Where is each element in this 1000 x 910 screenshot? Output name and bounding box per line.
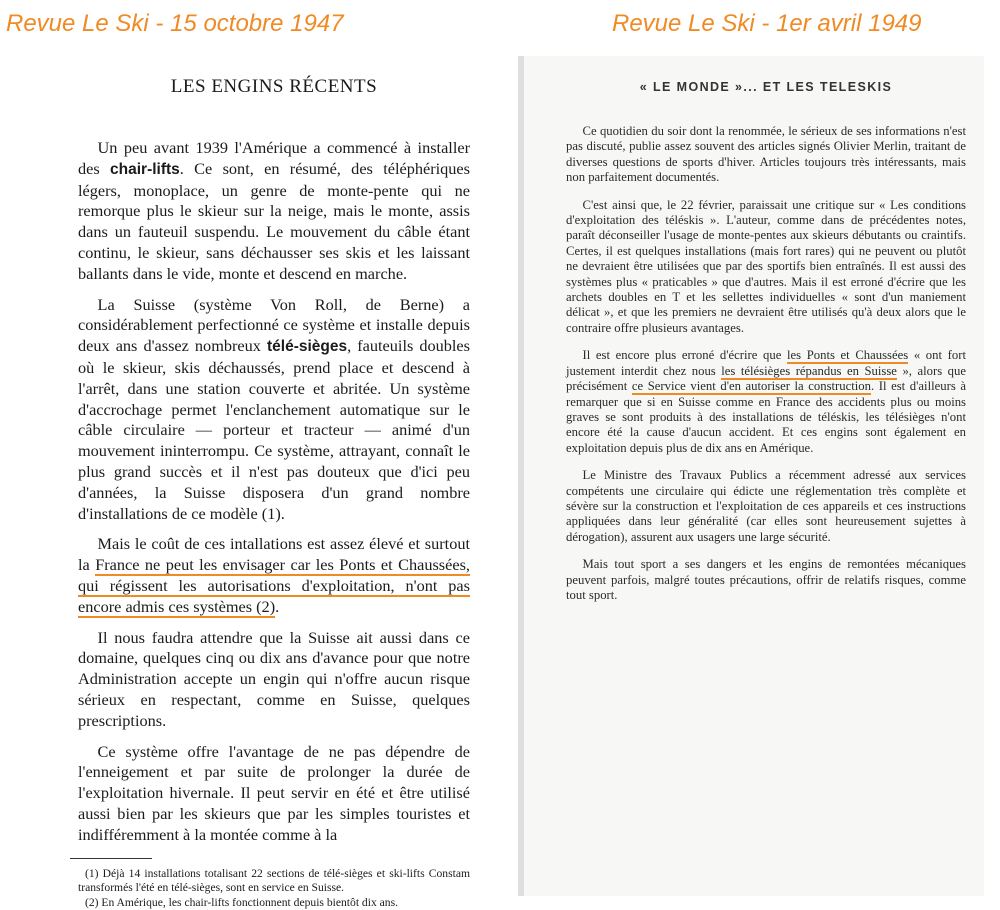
bold-term-tele-sieges: télé-sièges	[266, 338, 348, 356]
left-paragraph-3	[78, 534, 470, 617]
text: Il est encore plus erroné d'écrire que	[582, 348, 787, 363]
left-paragraph-4: Il nous faudra attendre que la Suisse ait aussi dans ce domaine, quelques cinq ou dix ans d'avance pour que notre Administration accepte un engin qui n'offre aucun risque sérieux en respectant, comme en Suisse, quelques prescriptions.	[78, 627, 470, 730]
text: La Suisse (système Von Roll, de Berne) a considérablement perfectionné ce système et installe depuis deux ans d'assez nombreux	[78, 294, 470, 356]
footnote-2: (2) En Amérique, les chair-lifts fonctionnent depuis bientôt dix ans.	[84, 895, 399, 909]
footnote-divider	[70, 858, 152, 859]
left-article	[78, 76, 470, 910]
caption-right: Revue Le Ski - 1er avril 1949	[612, 10, 922, 37]
text: .	[275, 596, 280, 616]
text: Un peu avant 1939 l'Amérique a commencé à installer des	[78, 138, 470, 178]
highlighted-passage: les Ponts et Chaussées	[786, 348, 909, 363]
left-paragraph-1	[78, 138, 470, 285]
right-article-title: « LE MONDE »... ET LES TELESKIS	[639, 80, 893, 94]
right-article	[566, 80, 966, 615]
text: . Ce sont, en résumé, des téléphériques légers, monoplace, un genre de monte-pente qui ne remorque plus le skieur sur la neige, mais le monte, assis dans un fauteuil suspendu. Le mouvement du câble étant continu, le skieur, sans déchausser ses skis et les laissant ballants dans le vide, monte et descend en marche.	[78, 158, 470, 283]
text: . Il est d'ailleurs à remarquer que si en Suisse comme en France des accidents plus ou moins graves se sont produits à des installations de téléskis, les télésièges n'ont encore été la cause d'aucun accident. Et ces engins sont également en exploitation depuis plus de dix ans en Amérique.	[566, 379, 966, 455]
left-paragraph-5: Ce système offre l'avantage de ne pas dépendre de l'enneigement et par suite de prolonger la durée de l'exploitation hivernale. Il peut servir en été et être utilisé aussi bien par les skieurs que par les simples touristes et indifféremment à la montée comme à la	[78, 741, 470, 844]
right-paragraph-2: C'est ainsi que, le 22 février, paraissait une critique sur « Les conditions d'exploitation des téléskis ». L'auteur, comme dans de précédentes notes, paraît déconseiller l'usage de monte-pentes aux skieurs débutants ou craintifs. Certes, il est quelques installations (mais fort rares) qui ne peuvent ou plutôt ne devraient être utilisées que par des sportifs bien entraînés. Il est aussi des systèmes plus « praticables » que d'autres. Mais il est erroné d'écrire que les archets doubles en T et les sellettes individuelles « sont d'un maniement délicat », et que les premiers ne devraient être utilisés qu'à deux alors que le contraire offre plusieurs avantages.	[566, 197, 966, 335]
footnote-1: (1) Déjà 14 installations totalisant 22 sections de télé-sièges et ski-lifts Constam transformés l'été en télé-sièges, sont en service en Suisse.	[78, 866, 470, 894]
text: , fauteuils doubles où le skieur, skis déchaussés, prend place et descend à l'arrêt, dans une station couverte et abritée. Un système d'accrochage permet l'enclanchement automatique sur le câble circulaire — porteur et tracteur — animé d'un mouvement ininterrompu. Ce système, attrayant, connaît le plus grand succès et il n'est pas douteux que d'ici peu d'années, la Suisse disposera d'un grand nombre d'installations de ce modèle (1).	[78, 336, 470, 523]
right-paragraph-5: Mais tout sport a ses dangers et les engins de remontées mécaniques peuvent parfois, malgré toutes précautions, offrir de relatifs risques, comme tout sport.	[566, 557, 966, 602]
left-article-title: LES ENGINS RÉCENTS	[170, 76, 378, 97]
caption-left: Revue Le Ski - 15 octobre 1947	[6, 10, 344, 37]
right-paragraph-3	[566, 348, 966, 456]
left-paragraph-2	[78, 295, 470, 525]
text: « ont fort justement interdit chez nous	[566, 348, 966, 378]
highlighted-passage: France ne peut les envisager car les Ponts et Chaussées, qui régissent les autorisations d'exploitation, n'ont pas encore admis ces systèmes (2)	[78, 555, 470, 616]
highlighted-passage: ce Service vient d'en autoriser la construction	[631, 379, 871, 394]
text: », alors que précisément	[566, 363, 966, 394]
bold-term-chair-lifts: chair-lifts	[110, 160, 180, 178]
highlighted-passage: les télésièges répandus en Suisse	[721, 363, 897, 378]
right-paragraph-1: Ce quotidien du soir dont la renommée, le sérieux de ses informations n'est pas discuté, publie assez souvent des articles signés Olivier Merlin, traitant de diverses questions de sports d'hiver. Articles toujours très intéressants, mais non parfaitement documentés.	[566, 124, 966, 185]
right-paragraph-4: Le Ministre des Travaux Publics a récemment adressé aux services compétents une circulaire qui édicte une réglementation très complète et sévère sur la construction et l'exploitation de ces appareils et ces instructions appliquées dans leur généralité (car elles sont heureusement sujettes à dérogation), assurent aux usagers une large sécurité.	[566, 468, 966, 544]
text: Mais le coût de ces intallations est assez élevé et surtout la	[78, 534, 470, 575]
